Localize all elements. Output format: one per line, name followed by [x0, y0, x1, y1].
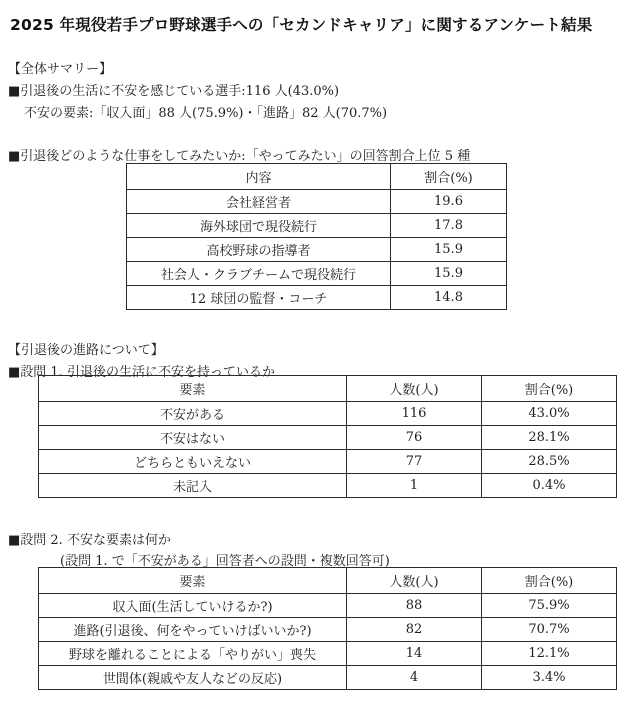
- table-row: [39, 450, 617, 474]
- factor-label: 進路(引退後、何をやっていけばいいか?): [39, 618, 347, 642]
- factor-label: 未記入: [39, 474, 347, 498]
- question1-heading: ■設問 1. 引退後の生活に不安を持っているか: [8, 365, 275, 380]
- column-header-ratio: 割合(%): [391, 164, 507, 190]
- question2-table: [38, 567, 617, 690]
- table-row: [39, 618, 617, 642]
- column-header-factor: 要素: [39, 376, 347, 402]
- factor-percentage: 28.1%: [482, 426, 617, 450]
- table-row: [127, 214, 507, 238]
- table-header-row: [39, 568, 617, 594]
- summary-factors-line: 不安の要素:「収入面」88 人(75.9%)・「進路」82 人(70.7%): [24, 106, 388, 121]
- desired-jobs-table: [126, 163, 507, 310]
- career-section-heading: 【引退後の進路について】: [8, 343, 164, 358]
- table-row: [39, 666, 617, 690]
- factor-label: 野球を離れることによる「やりがい」喪失: [39, 642, 347, 666]
- job-ratio: 15.9: [391, 262, 507, 286]
- table-row: [127, 262, 507, 286]
- table-row: [39, 474, 617, 498]
- factor-count: 4: [347, 666, 482, 690]
- question2-heading: ■設問 2. 不安な要素は何か: [8, 533, 171, 548]
- table-row: [127, 238, 507, 262]
- factor-count: 82: [347, 618, 482, 642]
- table-row: [39, 642, 617, 666]
- table-row: [127, 286, 507, 310]
- column-header-percentage: 割合(%): [482, 376, 617, 402]
- factor-percentage: 43.0%: [482, 402, 617, 426]
- factor-percentage: 3.4%: [482, 666, 617, 690]
- job-label: 会社経営者: [127, 190, 391, 214]
- factor-count: 76: [347, 426, 482, 450]
- column-header-count: 人数(人): [347, 376, 482, 402]
- factor-count: 1: [347, 474, 482, 498]
- question2-note: (設問 1. で「不安がある」回答者への設問・複数回答可): [60, 554, 390, 569]
- factor-percentage: 75.9%: [482, 594, 617, 618]
- factor-percentage: 12.1%: [482, 642, 617, 666]
- table-row: [39, 426, 617, 450]
- job-label: 海外球団で現役続行: [127, 214, 391, 238]
- column-header-count: 人数(人): [347, 568, 482, 594]
- factor-label: 世間体(親戚や友人などの反応): [39, 666, 347, 690]
- factor-count: 116: [347, 402, 482, 426]
- job-ratio: 15.9: [391, 238, 507, 262]
- column-header-content: 内容: [127, 164, 391, 190]
- jobs-section-heading: ■引退後どのような仕事をしてみたいか:「やってみたい」の回答割合上位 5 種: [8, 149, 471, 164]
- summary-anxiety-line: ■引退後の生活に不安を感じている選手:116 人(43.0%): [8, 84, 340, 99]
- job-label: 社会人・クラブチームで現役続行: [127, 262, 391, 286]
- table-row: [39, 594, 617, 618]
- factor-percentage: 28.5%: [482, 450, 617, 474]
- job-ratio: 14.8: [391, 286, 507, 310]
- table-header-row: [39, 376, 617, 402]
- table-row: [39, 402, 617, 426]
- factor-label: どちらともいえない: [39, 450, 347, 474]
- factor-count: 88: [347, 594, 482, 618]
- summary-section-heading: 【全体サマリー】: [8, 62, 113, 77]
- column-header-percentage: 割合(%): [482, 568, 617, 594]
- table-row: [127, 190, 507, 214]
- job-label: 12 球団の監督・コーチ: [127, 286, 391, 310]
- column-header-factor: 要素: [39, 568, 347, 594]
- job-label: 高校野球の指導者: [127, 238, 391, 262]
- job-ratio: 17.8: [391, 214, 507, 238]
- question1-table: [38, 375, 617, 498]
- table-header-row: [127, 164, 507, 190]
- factor-count: 77: [347, 450, 482, 474]
- factor-percentage: 70.7%: [482, 618, 617, 642]
- job-ratio: 19.6: [391, 190, 507, 214]
- factor-percentage: 0.4%: [482, 474, 617, 498]
- page-title: 2025 年現役若手プロ野球選手への「セカンドキャリア」に関するアンケート結果: [10, 16, 593, 34]
- factor-count: 14: [347, 642, 482, 666]
- factor-label: 不安はない: [39, 426, 347, 450]
- factor-label: 不安がある: [39, 402, 347, 426]
- factor-label: 収入面(生活していけるか?): [39, 594, 347, 618]
